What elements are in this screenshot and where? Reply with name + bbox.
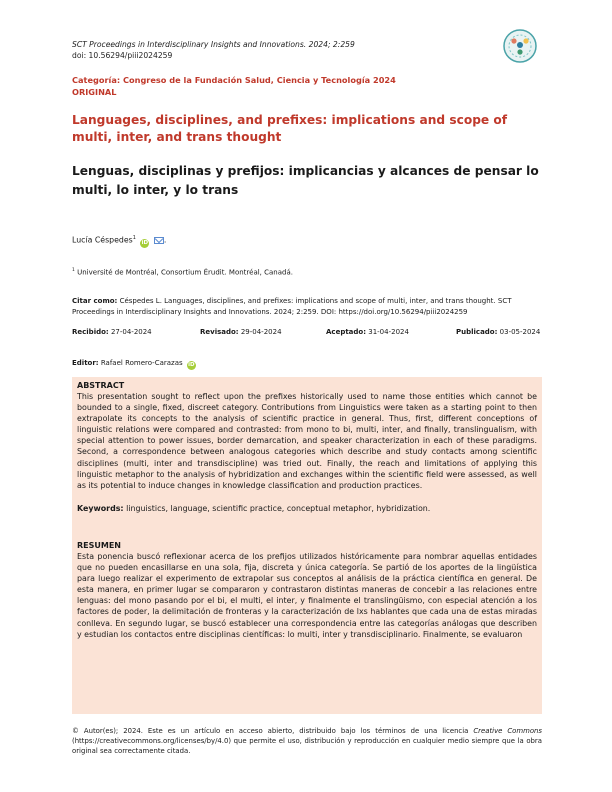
- resumen-heading: RESUMEN: [77, 540, 122, 550]
- license-name[interactable]: Creative Commons: [473, 727, 542, 735]
- revised-date: Revisado: 29-04-2024: [200, 328, 282, 336]
- journal-name: SCT Proceedings in Interdisciplinary Insights and Innovations. 2024; 2:259: [72, 40, 355, 49]
- journal-logo: [502, 28, 538, 64]
- abstract-heading: ABSTRACT: [77, 381, 125, 390]
- category-block: [72, 75, 396, 98]
- editor-line: [72, 358, 196, 370]
- author-suffix: .: [163, 235, 167, 245]
- license-text-2: (https://creativecommons.org/licenses/by/4.0) que permite el uso, distribución y reproducción en cualquier medio siempre que la obra original sea correctamente citada.: [72, 737, 542, 755]
- editor-label: Editor:: [72, 359, 99, 367]
- author-affil-mark: 1: [132, 235, 136, 241]
- title-spanish: Lenguas, disciplinas y prefijos: implicancias y alcances de pensar lo multi, lo inter, y lo trans: [72, 164, 539, 197]
- editor-orcid-icon[interactable]: iD: [188, 362, 195, 368]
- citation: [72, 296, 542, 317]
- author-line: [72, 233, 166, 248]
- editor-name: Rafael Romero-Carazas: [100, 359, 183, 367]
- category-label: Categoría: Congreso de la Fundación Salud, Ciencia y Tecnología 2024: [72, 75, 396, 85]
- accepted-date: Aceptado: 31-04-2024: [326, 328, 409, 336]
- citation-label: Citar como:: [72, 297, 118, 305]
- article-type: ORIGINAL: [72, 86, 117, 97]
- published-date: Publicado: 03-05-2024: [456, 328, 541, 336]
- email-icon[interactable]: [154, 235, 167, 245]
- affiliation: [72, 266, 293, 277]
- abstract-text: This presentation sought to reflect upon the prefixes historically used to name those entities which cannot be bounded to a single, fixed, discreet category. Contributions from Linguistics were taken as a starting point to then extrapolate its concepts to the analysis of scientific practice in general. Thus, first, different conceptions of linguistic relations were compared and contrasted: from mono to bi, multi, inter, and finally, translingualism, with special attention to power issues, border demarcation, and speaker characterization in each of these paradigms. Second, a correspondence between analogous categories which describe and study contacts among scientific disciplines (multi, inter and transdiscipline) was tried out. Finally, the reach and limitations of applying this linguistic metaphor to the analysis of hybridization and exchanges within the scientific field were assessed, as well as its potential to induce changes in knowledge classification and production practices.: [77, 392, 537, 490]
- citation-text[interactable]: Céspedes L. Languages, disciplines, and prefixes: implications and scope of multi, inter, and trans thought. SCT Proceedings in Interdisciplinary Insights and Innovations. 2024; 2:259. DOI: https://doi.org/10.56294/piii2024259: [72, 297, 512, 316]
- license-footer: [72, 726, 542, 756]
- keywords-label: Keywords:: [77, 503, 124, 513]
- abstract-panel: [72, 377, 542, 714]
- affiliation-mark: 1: [72, 268, 75, 273]
- resumen-text: Esta ponencia buscó reflexionar acerca de los prefijos utilizados históricamente para nombrar aquellas entidades que no pueden encasillarse en una sola, fija, discreta y única categoría. Se partió de los aportes de la lingüística para luego realizar el experimento de extrapolar sus conceptos al análisis de la práctica científica en general. De esta manera, en primer lugar se compararon y contrastaron distintas maneras de concebir a las relaciones entre lenguas: del mono pasando por el bi, el multi, el inter, y finalmente el translingüismo, con especial atención a los factores de poder, la delimitación de fronteras y la caracterización de lxs hablantes que cada una de estas miradas conlleva. En segundo lugar, se buscó establecer una correspondencia entre las categorías análogas que describen y estudian los contactos entre disciplinas científicas: lo multi, inter y transdisciplinario. Finalmente, se evaluaron: [77, 551, 537, 639]
- orcid-icon[interactable]: iD: [141, 239, 149, 246]
- license-text-1: © Autor(es); 2024. Este es un artículo en acceso abierto, distribuido bajo los términos de una licencia: [72, 727, 469, 735]
- affiliation-text: Université de Montréal, Consortium Érudit. Montréal, Canadá.: [77, 268, 293, 277]
- keywords-line: [77, 503, 537, 514]
- received-date: Recibido: 27-04-2024: [72, 328, 152, 336]
- doi-line: doi: 10.56294/piii2024259: [72, 51, 173, 60]
- author-name: Lucía Céspedes: [72, 235, 133, 245]
- keywords-text: linguistics, language, scientific practice, conceptual metaphor, hybridization.: [126, 503, 431, 513]
- title-english: Languages, disciplines, and prefixes: implications and scope of multi, inter, and trans thought: [72, 113, 508, 144]
